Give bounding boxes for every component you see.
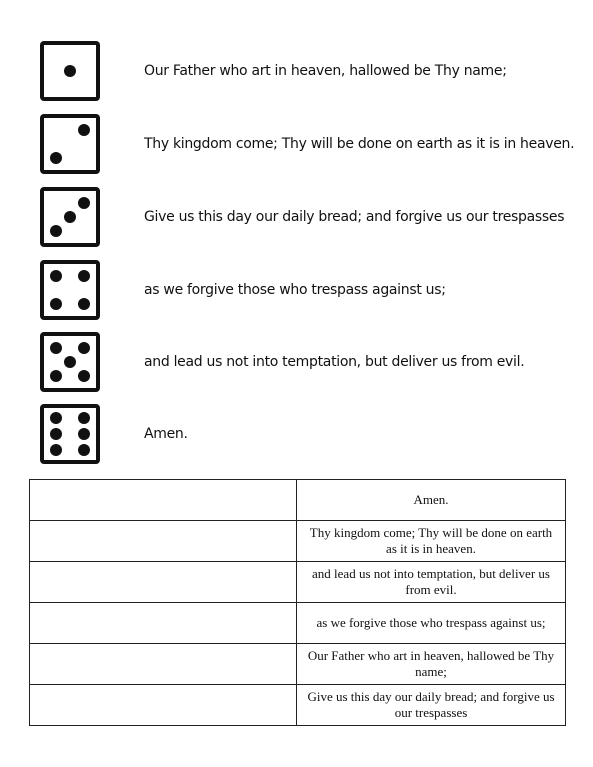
phrase-cell: and lead us not into temptation, but deliver us from evil. bbox=[297, 562, 566, 603]
phrase-cell: Give us this day our daily bread; and forgive us our trespasses bbox=[297, 685, 566, 726]
pip bbox=[64, 211, 76, 223]
prayer-line-text: as we forgive those who trespass against us; bbox=[144, 282, 446, 298]
pip bbox=[50, 225, 62, 237]
die-six-icon bbox=[40, 404, 100, 464]
pip bbox=[50, 428, 62, 440]
answer-cell[interactable] bbox=[30, 562, 297, 603]
pip bbox=[50, 370, 62, 382]
pip bbox=[50, 444, 62, 456]
phrase-cell: Our Father who art in heaven, hallowed be Thy name; bbox=[297, 644, 566, 685]
pip bbox=[50, 270, 62, 282]
prayer-line-text: Thy kingdom come; Thy will be done on earth as it is in heaven. bbox=[144, 136, 575, 152]
answer-cell[interactable] bbox=[30, 685, 297, 726]
answer-cell[interactable] bbox=[30, 603, 297, 644]
phrase-cell: as we forgive those who trespass against us; bbox=[297, 603, 566, 644]
pip bbox=[64, 356, 76, 368]
pip bbox=[50, 298, 62, 310]
prayer-line-text: Give us this day our daily bread; and forgive us our trespasses bbox=[144, 209, 565, 225]
table-row bbox=[30, 603, 566, 644]
answer-cell[interactable] bbox=[30, 644, 297, 685]
phrase-cell: Thy kingdom come; Thy will be done on earth as it is in heaven. bbox=[297, 521, 566, 562]
answer-cell[interactable] bbox=[30, 480, 297, 521]
pip bbox=[78, 370, 90, 382]
pip bbox=[78, 270, 90, 282]
prayer-line-text: Our Father who art in heaven, hallowed be Thy name; bbox=[144, 63, 507, 79]
pip bbox=[78, 298, 90, 310]
pip bbox=[50, 152, 62, 164]
prayer-line-text: and lead us not into temptation, but deliver us from evil. bbox=[144, 354, 525, 370]
pip bbox=[78, 124, 90, 136]
table-row bbox=[30, 480, 566, 521]
prayer-line-4 bbox=[40, 259, 446, 321]
phrase-cell: Amen. bbox=[297, 480, 566, 521]
die-five-icon bbox=[40, 332, 100, 392]
prayer-line-3 bbox=[40, 186, 564, 248]
pip bbox=[64, 65, 76, 77]
pip bbox=[78, 342, 90, 354]
pip bbox=[78, 197, 90, 209]
prayer-line-1 bbox=[40, 40, 507, 102]
table-row bbox=[30, 562, 566, 603]
pip bbox=[50, 342, 62, 354]
prayer-line-2 bbox=[40, 113, 574, 175]
die-four-icon bbox=[40, 260, 100, 320]
prayer-line-6 bbox=[40, 403, 188, 465]
die-one-icon bbox=[40, 41, 100, 101]
prayer-line-text: Amen. bbox=[144, 426, 188, 442]
pip bbox=[78, 444, 90, 456]
pip bbox=[78, 428, 90, 440]
answer-cell[interactable] bbox=[30, 521, 297, 562]
pip bbox=[78, 412, 90, 424]
die-two-icon bbox=[40, 114, 100, 174]
table-row bbox=[30, 685, 566, 726]
prayer-line-5 bbox=[40, 331, 524, 393]
pip bbox=[50, 412, 62, 424]
table-row bbox=[30, 521, 566, 562]
die-three-icon bbox=[40, 187, 100, 247]
matching-table bbox=[29, 479, 566, 726]
table-row bbox=[30, 644, 566, 685]
